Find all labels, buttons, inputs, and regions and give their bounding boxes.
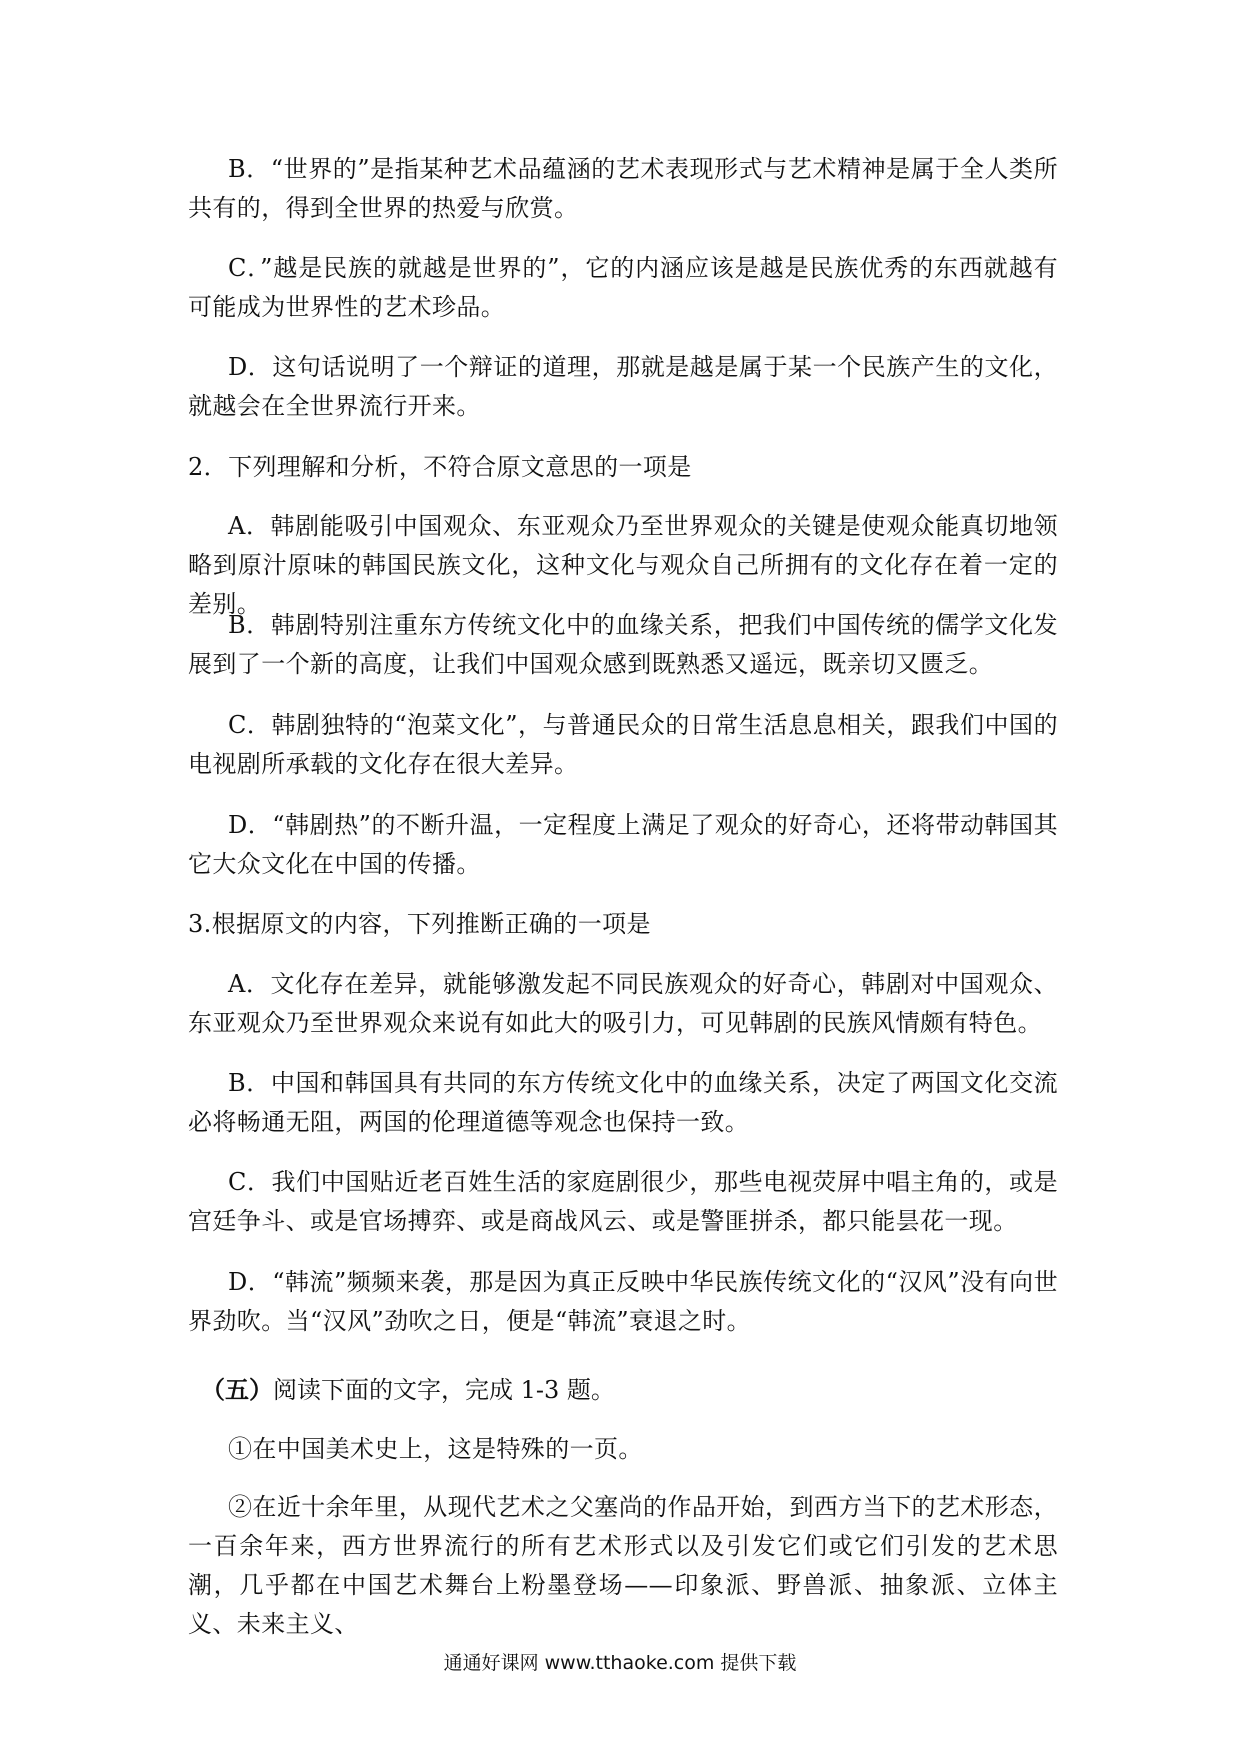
- question-stem: 2．下列理解和分析，不符合原文意思的一项是: [188, 453, 692, 481]
- paragraph: A．文化存在差异，就能够激发起不同民族观众的好奇心，韩剧对中国观众、东亚观众乃至世界观众来说有如此大的吸引力，可见韩剧的民族风情颇有特色。: [188, 970, 1058, 1037]
- q3-option-d: [188, 1263, 1058, 1341]
- paragraph: B．韩剧特别注重东方传统文化中的血缘关系，把我们中国传统的儒学文化发展到了一个新的高度，让我们中国观众感到既熟悉又遥远，既亲切又匮乏。: [188, 611, 1058, 678]
- section-number: （五）: [201, 1375, 273, 1404]
- question-2: [188, 448, 1058, 487]
- section-five-heading: [188, 1370, 1058, 1410]
- paragraph: B．中国和韩国具有共同的东方传统文化中的血缘关系，决定了两国文化交流必将畅通无阻，两国的伦理道德等观念也保持一致。: [188, 1069, 1058, 1136]
- paragraph: B．“世界的”是指某种艺术品蕴涵的艺术表现形式与艺术精神是属于全人类所共有的，得到全世界的热爱与欣赏。: [188, 155, 1058, 222]
- paragraph: ①在中国美术史上，这是特殊的一页。: [228, 1435, 643, 1463]
- q2-option-c: [188, 706, 1058, 784]
- page-footer: 通通好课网 www.tthaoke.com 提供下载: [443, 1652, 797, 1674]
- paragraph: D．这句话说明了一个辩证的道理，那就是越是属于某一个民族产生的文化，就越会在全世界流行开来。: [188, 353, 1058, 420]
- q3-option-b: [188, 1064, 1058, 1142]
- option-d-world: [188, 348, 1058, 426]
- paragraph: C．韩剧独特的“泡菜文化”，与普通民众的日常生活息息相关，跟我们中国的电视剧所承载的文化存在很大差异。: [188, 711, 1058, 778]
- option-c-world: [188, 249, 1058, 327]
- q3-option-a: [188, 965, 1058, 1043]
- q2-option-d: [188, 806, 1058, 884]
- paragraph: C．我们中国贴近老百姓生活的家庭剧很少，那些电视荧屏中唱主角的，或是宫廷争斗、或是官场搏弈、或是商战风云、或是警匪拼杀，都只能昙花一现。: [188, 1168, 1058, 1235]
- passage-paragraph-1: [188, 1430, 1058, 1469]
- question-3: [188, 905, 1058, 944]
- paragraph: D．“韩剧热”的不断升温，一定程度上满足了观众的好奇心，还将带动韩国其它大众文化在中国的传播。: [188, 811, 1058, 878]
- q2-option-b: [188, 606, 1058, 684]
- paragraph: C．”越是民族的就越是世界的”，它的内涵应该是越是民族优秀的东西就越有可能成为世界性的艺术珍品。: [188, 254, 1058, 321]
- paragraph: ②在近十余年里，从现代艺术之父塞尚的作品开始，到西方当下的艺术形态，一百余年来，西方世界流行的所有艺术形式以及引发它们或它们引发的艺术思潮，几乎都在中国艺术舞台上粉墨登场——印象派、野兽派、抽象派、立体主义、未来主义、: [188, 1493, 1058, 1638]
- option-b-world: [188, 150, 1058, 228]
- section-instruction: 阅读下面的文字，完成 1-3 题。: [273, 1376, 615, 1404]
- paragraph: A．韩剧能吸引中国观众、东亚观众乃至世界观众的关键是使观众能真切地领略到原汁原味的韩国民族文化，这种文化与观众自己所拥有的文化存在着一定的差别。: [188, 512, 1058, 618]
- q3-option-c: [188, 1163, 1058, 1241]
- question-stem: 3.根据原文的内容，下列推断正确的一项是: [188, 910, 651, 938]
- passage-paragraph-2: [188, 1488, 1058, 1644]
- paragraph: D．“韩流”频频来袭，那是因为真正反映中华民族传统文化的“汉风”没有向世界劲吹。当“汉风”劲吹之日，便是“韩流”衰退之时。: [188, 1268, 1058, 1335]
